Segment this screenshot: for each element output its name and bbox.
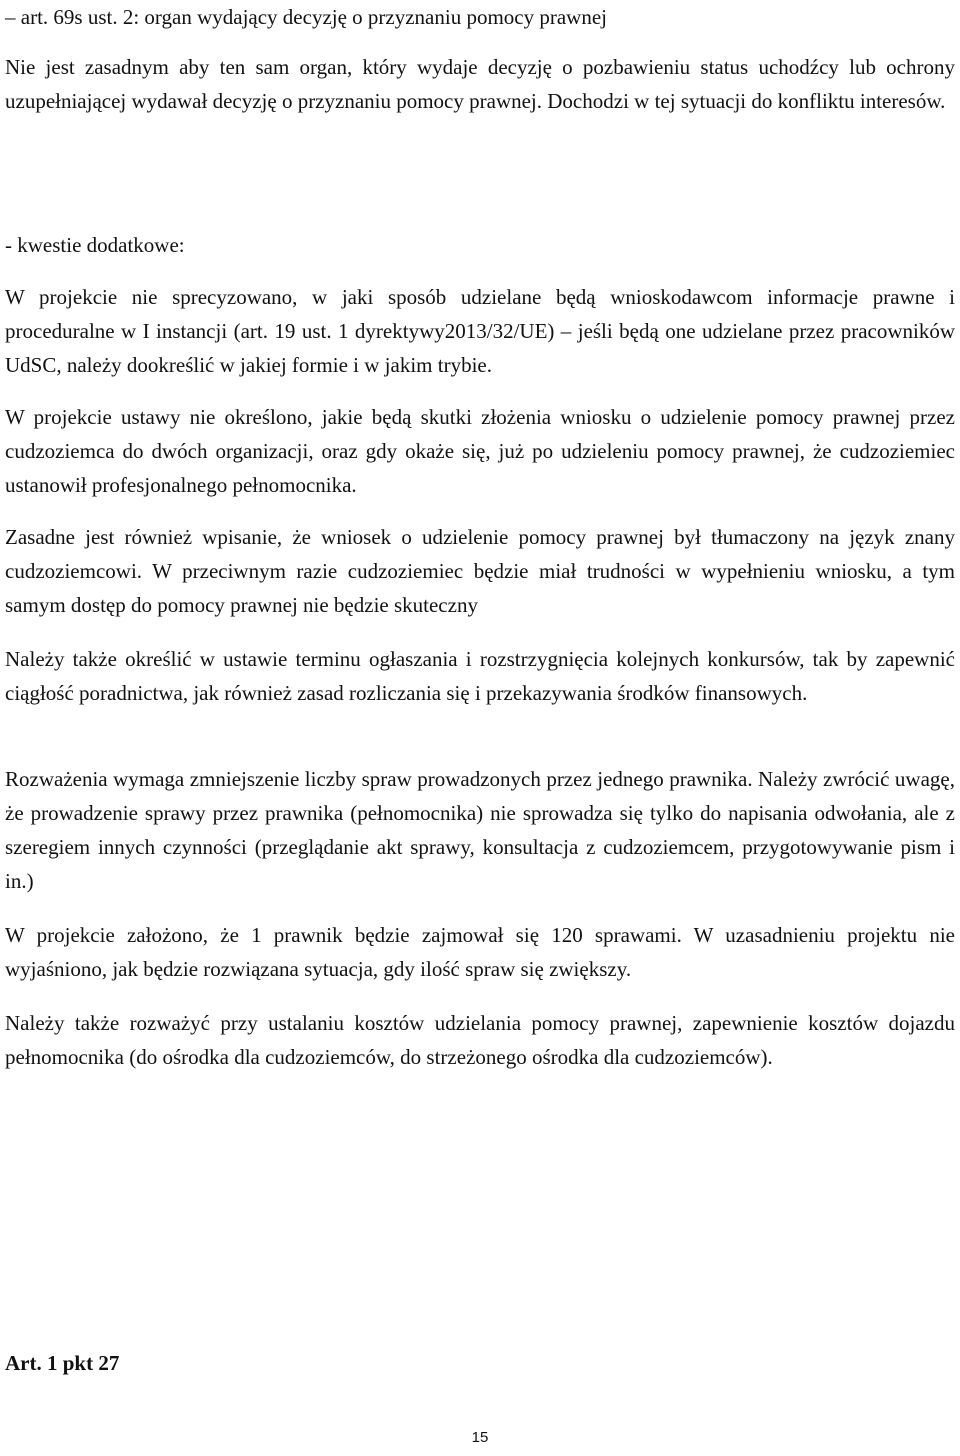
- paragraph-additional-issues: - kwestie dodatkowe:: [5, 233, 185, 257]
- section-heading: Art. 1 pkt 27: [5, 1351, 120, 1375]
- document-page: [5, 0, 955, 1456]
- paragraph-competition-deadlines: Należy także określić w ustawie terminu ogłaszania i rozstrzygnięcia kolejnych konkursów, tak by zapewnić ciągłość poradnictwa, jak również zasad rozliczania się i przekazywania środków finansowych.: [5, 647, 955, 705]
- paragraph-travel-costs: Należy także rozważyć przy ustalaniu kosztów udzielania pomocy prawnej, zapewnienie kosztów dojazdu pełnomocnika (do ośrodka dla cudzoziemców, do strzeżonego ośrodka dla cudzoziemców).: [5, 1011, 955, 1069]
- paragraph-translation-of-application: Zasadne jest również wpisanie, że wniosek o udzielenie pomocy prawnej był tłumaczony na język znany cudzoziemcowi. W przeciwnym razie cudzoziemiec będzie miał trudności w wypełnieniu wniosku, a tym samym dostęp do pomocy prawnej nie będzie skuteczny: [5, 525, 955, 617]
- paragraph-effects-of-application: W projekcie ustawy nie określono, jakie będą skutki złożenia wniosku o udzielenie pomocy prawnej przez cudzoziemca do dwóch organizacji, oraz gdy okaże się, już po udzieleniu pomocy prawnej, że cudzoziemiec ustanowił profesjonalnego pełnomocnika.: [5, 405, 955, 497]
- bullet-article-69s: – art. 69s ust. 2: organ wydający decyzję o przyznaniu pomocy prawnej: [5, 5, 608, 29]
- paragraph-case-load: Rozważenia wymaga zmniejszenie liczby spraw prowadzonych przez jednego prawnika. Należy zwrócić uwagę, że prowadzenie sprawy przez prawnika (pełnomocnika) nie sprowadza się tylko do napisania odwołania, ale z szeregiem innych czynności (przeglądanie akt sprawy, konsultacja z cudzoziemcem, przygotowywanie pism i in.): [5, 767, 955, 893]
- page-number: 15: [471, 1429, 489, 1446]
- paragraph-legal-information: W projekcie nie sprecyzowano, w jaki sposób udzielane będą wnioskodawcom informacje prawne i proceduralne w I instancji (art. 19 ust. 1 dyrektywy2013/32/UE) – jeśli będą one udzielane przez pracowników UdSC, należy dookreślić w jakiej formie i w jakim trybie.: [5, 285, 955, 377]
- paragraph-conflict-of-interest: Nie jest zasadnym aby ten sam organ, który wydaje decyzję o pozbawieniu status uchodźcy lub ochrony uzupełniającej wydawał decyzję o przyznaniu pomocy prawnej. Dochodzi w tej sytuacji do konfliktu interesów.: [5, 55, 955, 113]
- paragraph-120-cases: W projekcie założono, że 1 prawnik będzie zajmował się 120 sprawami. W uzasadnieniu projektu nie wyjaśniono, jak będzie rozwiązana sytuacja, gdy ilość spraw się zwiększy.: [5, 923, 955, 981]
